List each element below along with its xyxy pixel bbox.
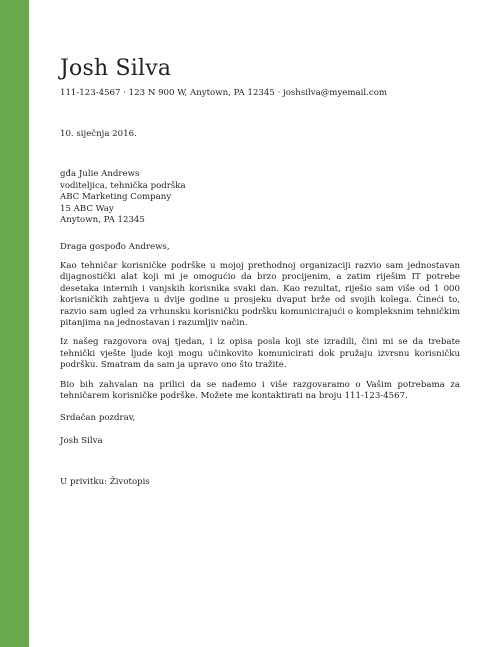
enclosure-note: U privitku: Životopis bbox=[60, 477, 150, 488]
sender-name: Josh Silva bbox=[60, 56, 172, 81]
body-paragraph-2: Iz našeg razgovora ovaj tjedan, i iz opisa posla koji ste izradili, čini mi se da trebate tehnički vješte ljude koji mogu učinkovito komunicirati dok pružaju izvrsnu korisničku podršku. Smatram da sam ja upravo ono što tražite. bbox=[60, 337, 460, 371]
letter-date: 10. siječnja 2016. bbox=[60, 129, 137, 139]
signature-name: Josh Silva bbox=[60, 436, 103, 447]
recipient-name: gđa Julie Andrews bbox=[60, 169, 140, 179]
green-sidebar-bar bbox=[0, 0, 29, 647]
recipient-title: voditeljica, tehnička podrška bbox=[60, 180, 186, 191]
sender-contact-line: 111-123-4567 · 123 N 900 W, Anytown, PA 12345 · joshsilva@myemail.com bbox=[60, 88, 388, 98]
recipient-city: Anytown, PA 12345 bbox=[60, 215, 145, 226]
body-paragraph-1: Kao tehničar korisničke podrške u mojoj prethodnoj organizaciji razvio sam jednostavan dijagnostički alat koji mi je omogućio da brzo procijenim, a zatim riješim IT potrebe desetaka internih i vanjskih korisnika svaki dan. Kao rezultat, riješio sam više od 1 000 korisničkih zahtjeva u dvije godine u prosjeku dvaput brže od svojih kolega. Čineći to, razvio sam ugled za vrhunsku korisničku podršku komunicirajući o kompleksnim tehničkim pitanjima na jednostavan i razumljiv način. bbox=[60, 260, 460, 328]
recipient-company: ABC Marketing Company bbox=[60, 192, 172, 203]
body-paragraph-3: Bio bih zahvalan na prilici da se nađemo i više razgovaramo o Vašim potrebama za tehničarem korisničke podrške. Možete me kontaktirati na broju 111-123-4567. bbox=[60, 379, 460, 402]
closing: Srdačan pozdrav, bbox=[60, 413, 136, 424]
salutation: Draga gospođo Andrews, bbox=[60, 241, 170, 252]
cover-letter bbox=[60, 55, 460, 488]
recipient-street: 15 ABC Way bbox=[60, 203, 114, 214]
recipient-address-block bbox=[60, 169, 460, 227]
